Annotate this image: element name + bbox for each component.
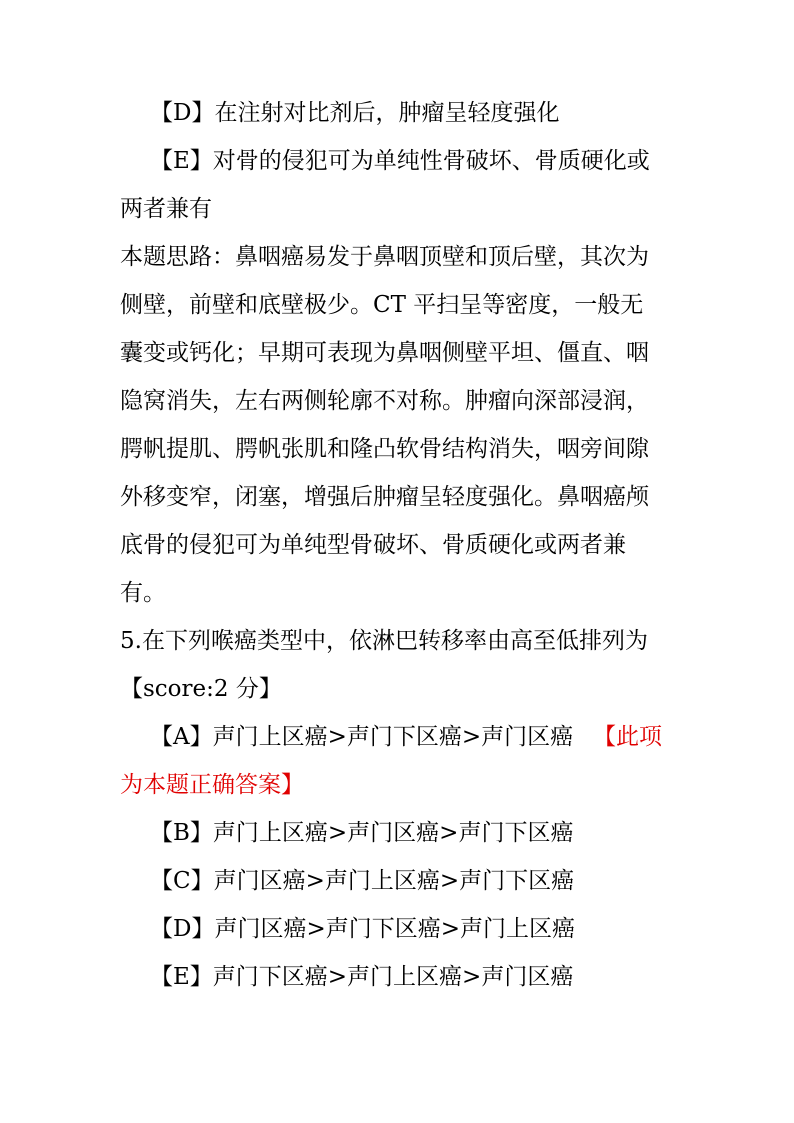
option-d: 【D】声门区癌>声门下区癌>声门上区癌 (150, 916, 575, 942)
explanation-line-7: 底骨的侵犯可为单纯型骨破坏、骨质硬化或两者兼 (120, 532, 626, 558)
option-e-prev-line-2: 两者兼有 (120, 196, 212, 222)
option-c: 【C】声门区癌>声门上区癌>声门下区癌 (150, 868, 575, 894)
option-e: 【E】声门下区癌>声门上区癌>声门区癌 (150, 964, 574, 990)
question-score: 【score:2 分】 (120, 676, 282, 702)
explanation-line-4: 隐窝消失，左右两侧轮廓不对称。肿瘤向深部浸润， (120, 388, 649, 414)
correct-answer-mark-line-2: 为本题正确答案】 (120, 772, 304, 798)
option-e-prev-line-1: 【E】对骨的侵犯可为单纯性骨破坏、骨质硬化或 (150, 148, 650, 174)
explanation-line-3: 囊变或钙化；早期可表现为鼻咽侧壁平坦、僵直、咽 (120, 340, 649, 366)
explanation-line-2: 侧壁，前壁和底壁极少。CT 平扫呈等密度，一般无 (120, 292, 644, 318)
option-b: 【B】声门上区癌>声门区癌>声门下区癌 (150, 820, 574, 846)
explanation-line-5: 腭帆提肌、腭帆张肌和隆凸软骨结构消失，咽旁间隙 (120, 436, 649, 462)
option-d-prev: 【D】在注射对比剂后，肿瘤呈轻度强化 (150, 100, 560, 126)
explanation-line-6: 外移变窄，闭塞，增强后肿瘤呈轻度强化。鼻咽癌颅 (120, 484, 649, 510)
option-a: 【A】声门上区癌>声门下区癌>声门区癌 (150, 724, 574, 750)
question-stem-line-1: 5.在下列喉癌类型中，依淋巴转移率由高至低排列为 (120, 628, 648, 654)
explanation-line-8: 有。 (120, 580, 166, 606)
explanation-line-1: 本题思路：鼻咽癌易发于鼻咽顶壁和顶后壁，其次为 (120, 244, 649, 270)
correct-answer-mark-line-1: 【此项 (593, 724, 662, 750)
